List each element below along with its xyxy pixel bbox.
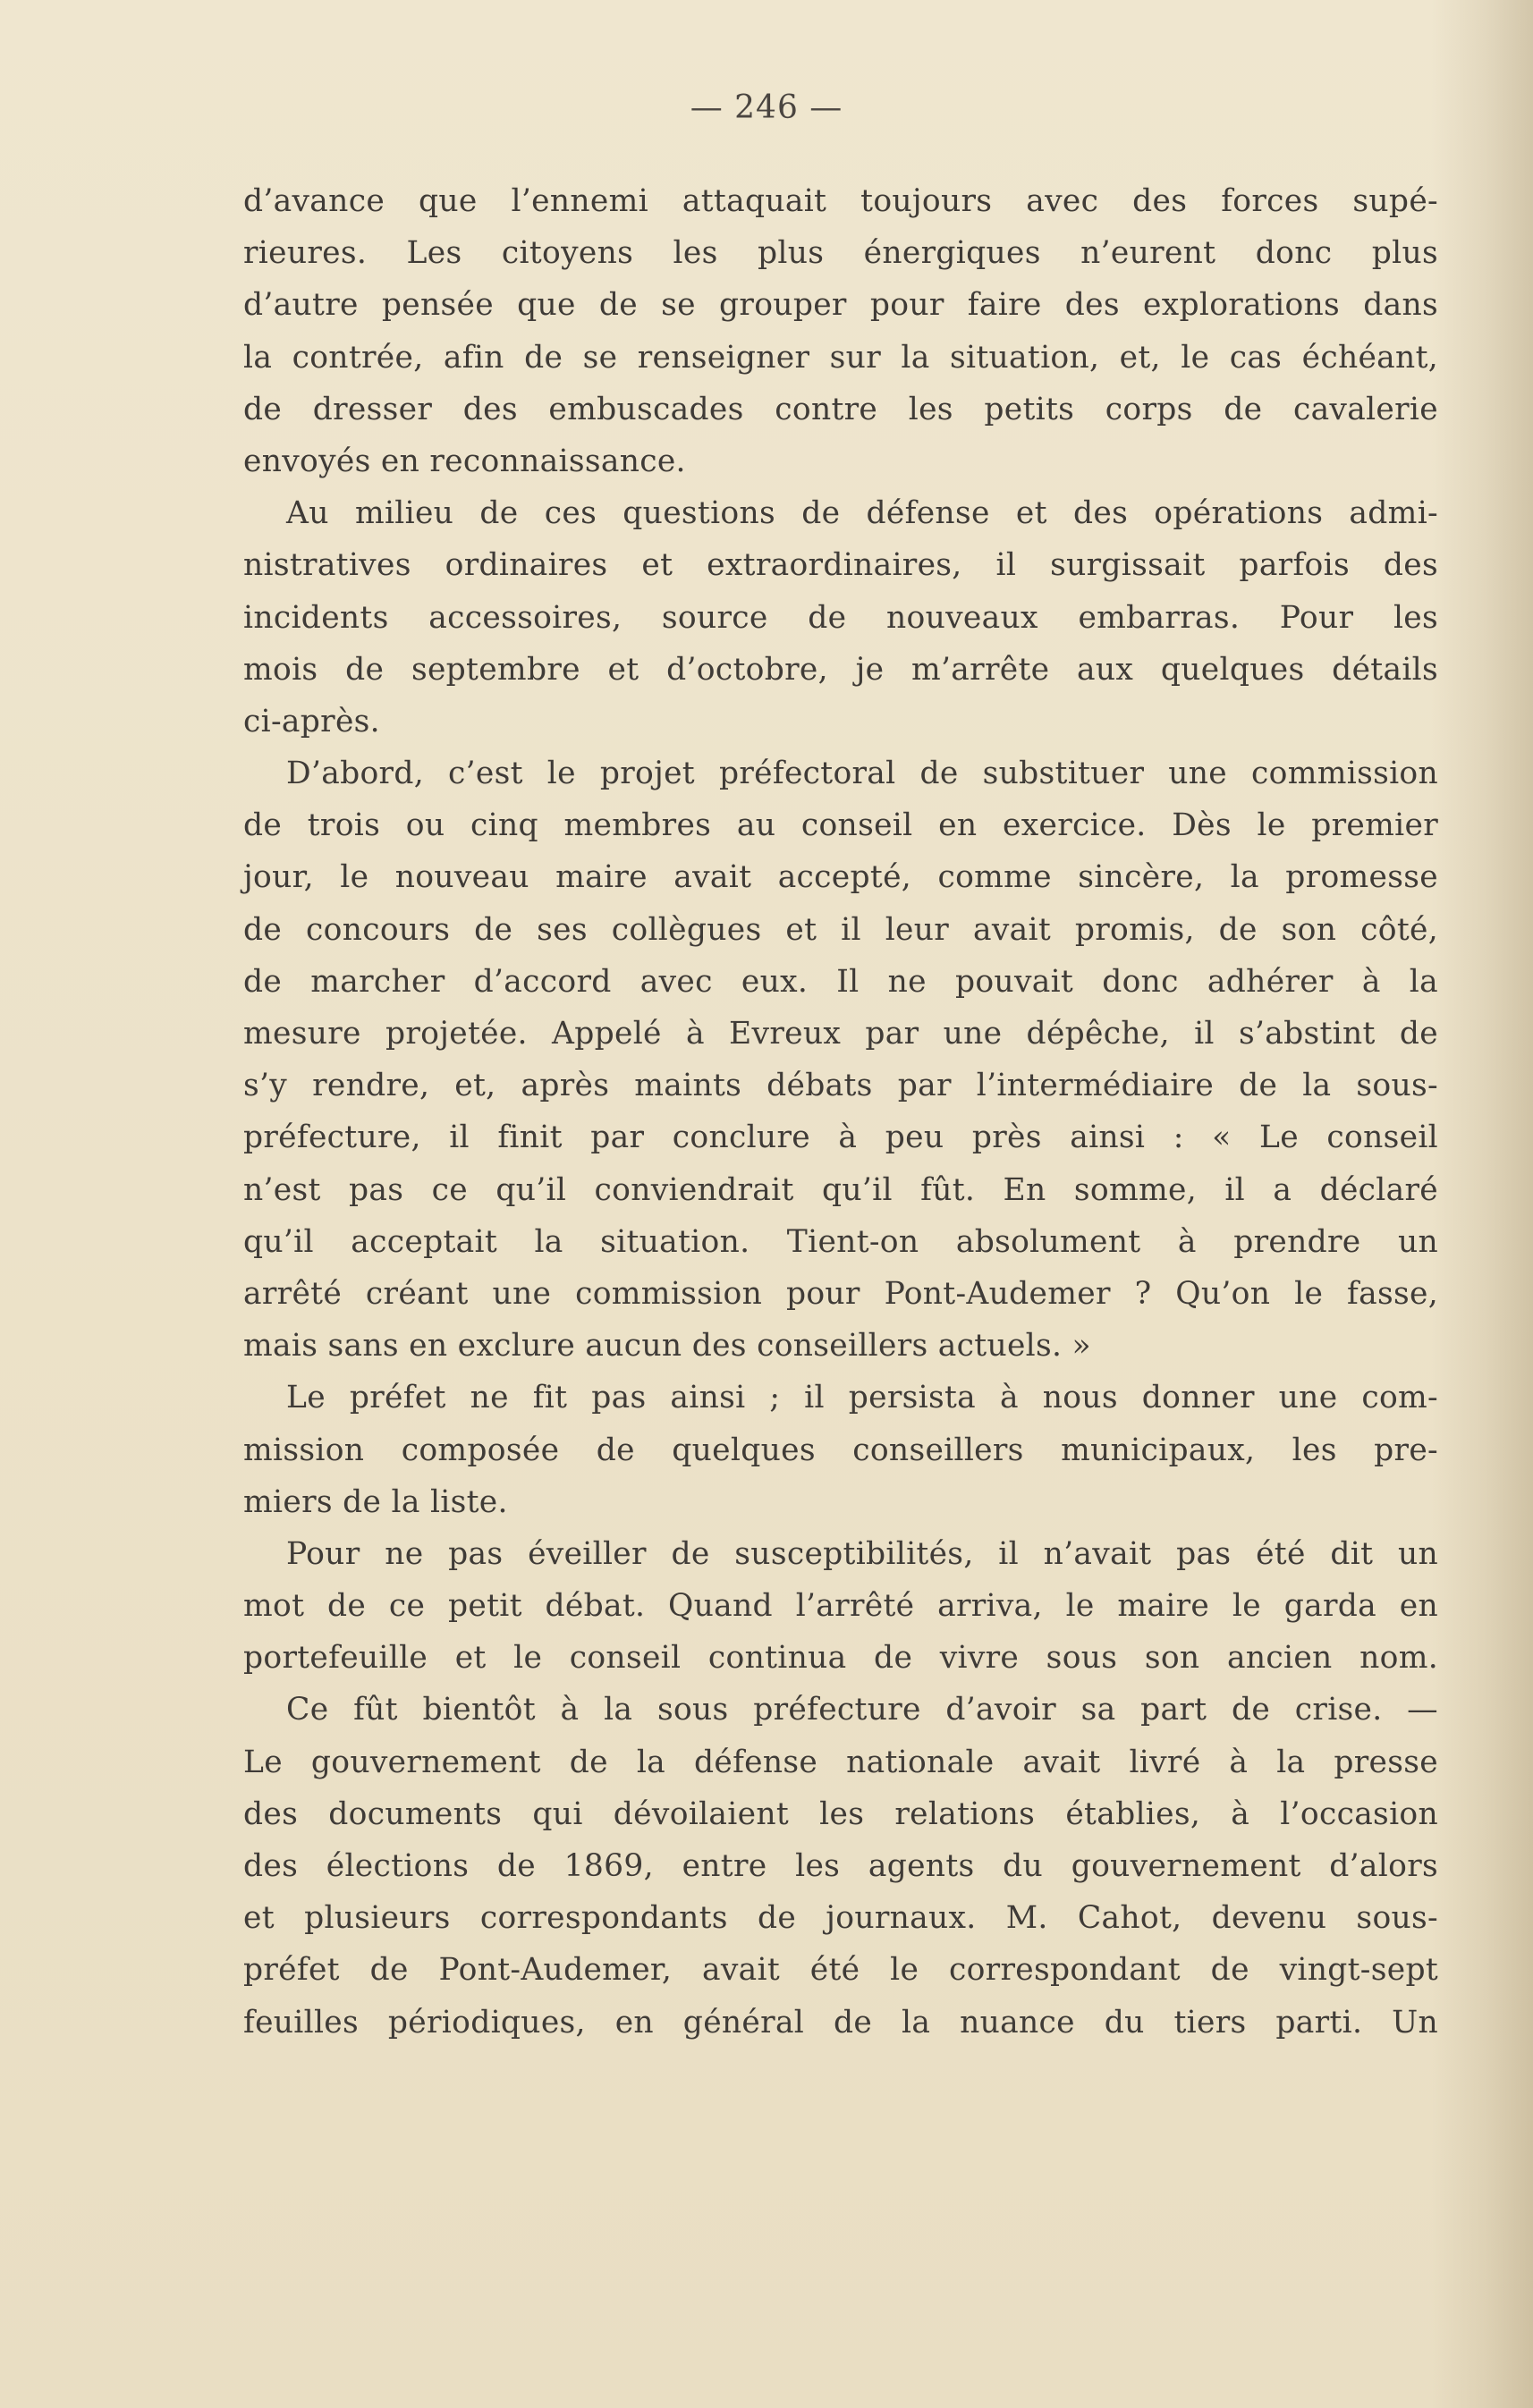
text-line: préfet de Pont-Audemer, avait été le correspondant de vingt-sept [243,1952,1438,1989]
text-line: n’est pas ce qu’il conviendrait qu’il fût. En somme, il a déclaré [243,1171,1438,1208]
text-line: nistratives ordinaires et extraordinaires, il surgissait parfois des [243,547,1438,584]
text-line: de concours de ses collègues et il leur avait promis, de son côté, [243,911,1438,948]
text-line: de dresser des embuscades contre les petits corps de cavalerie [243,391,1438,427]
text-line: d’avance que l’ennemi attaquait toujours avec des forces supé- [243,183,1438,219]
text-line: Le préfet ne fit pas ainsi ; il persista à nous donner une com- [286,1380,1438,1416]
text-line: des documents qui dévoilaient les relations établies, à l’occasion [243,1795,1438,1832]
text-line: D’abord, c’est le projet préfectoral de substituer une commission [286,756,1438,792]
text-line: Ce fût bientôt à la sous préfecture d’avoir sa part de crise. — [286,1692,1438,1728]
text-line: mesure projetée. Appelé à Evreux par une dépêche, il s’abstint de [243,1016,1438,1052]
text-line: la contrée, afin de se renseigner sur la situation, et, le cas échéant, [243,339,1438,376]
text-line: miers de la liste. [243,1483,508,1520]
text-line: mission composée de quelques conseillers municipaux, les pre- [243,1432,1438,1468]
text-line: incidents accessoires, source de nouveaux embarras. Pour les [243,599,1438,636]
text-line: jour, le nouveau maire avait accepté, comme sincère, la promesse [243,859,1438,896]
text-line: Au milieu de ces questions de défense et des opérations admi- [286,495,1438,532]
text-line: ci-après. [243,703,380,739]
page-number: — 246 — [690,89,843,126]
text-line: mot de ce petit débat. Quand l’arrêté arriva, le maire le garda en [243,1588,1438,1625]
text-line: Le gouvernement de la défense nationale avait livré à la presse [243,1744,1438,1780]
text-line: mais sans en exclure aucun des conseillers actuels. » [243,1328,1091,1365]
text-line: de trois ou cinq membres au conseil en exercice. Dès le premier [243,807,1438,844]
text-line: des élections de 1869, entre les agents du gouvernement d’alors [243,1848,1438,1884]
text-line: portefeuille et le conseil continua de vivre sous son ancien nom. [243,1640,1438,1677]
text-line: et plusieurs correspondants de journaux. M. Cahot, devenu sous- [243,1900,1438,1937]
text-line: préfecture, il finit par conclure à peu près ainsi : « Le conseil [243,1120,1438,1156]
text-line: qu’il acceptait la situation. Tient-on absolument à prendre un [243,1223,1438,1260]
text-line: d’autre pensée que de se grouper pour faire des explorations dans [243,287,1438,324]
text-line: de marcher d’accord avec eux. Il ne pouvait donc adhérer à la [243,963,1438,1000]
text-line: rieures. Les citoyens les plus énergiques n’eurent donc plus [243,235,1438,272]
text-line: arrêté créant une commission pour Pont-Audemer ? Qu’on le fasse, [243,1275,1438,1312]
text-line: mois de septembre et d’octobre, je m’arrête aux quelques détails [243,651,1438,688]
body-text [243,175,1438,2049]
text-line: s’y rendre, et, après maints débats par l’intermédiaire de la sous- [243,1068,1438,1104]
text-line: Pour ne pas éveiller de susceptibilités, il n’avait pas été dit un [286,1535,1438,1572]
text-line: feuilles périodiques, en général de la nuance du tiers parti. Un [243,2004,1438,2040]
text-line: envoyés en reconnaissance. [243,443,686,479]
